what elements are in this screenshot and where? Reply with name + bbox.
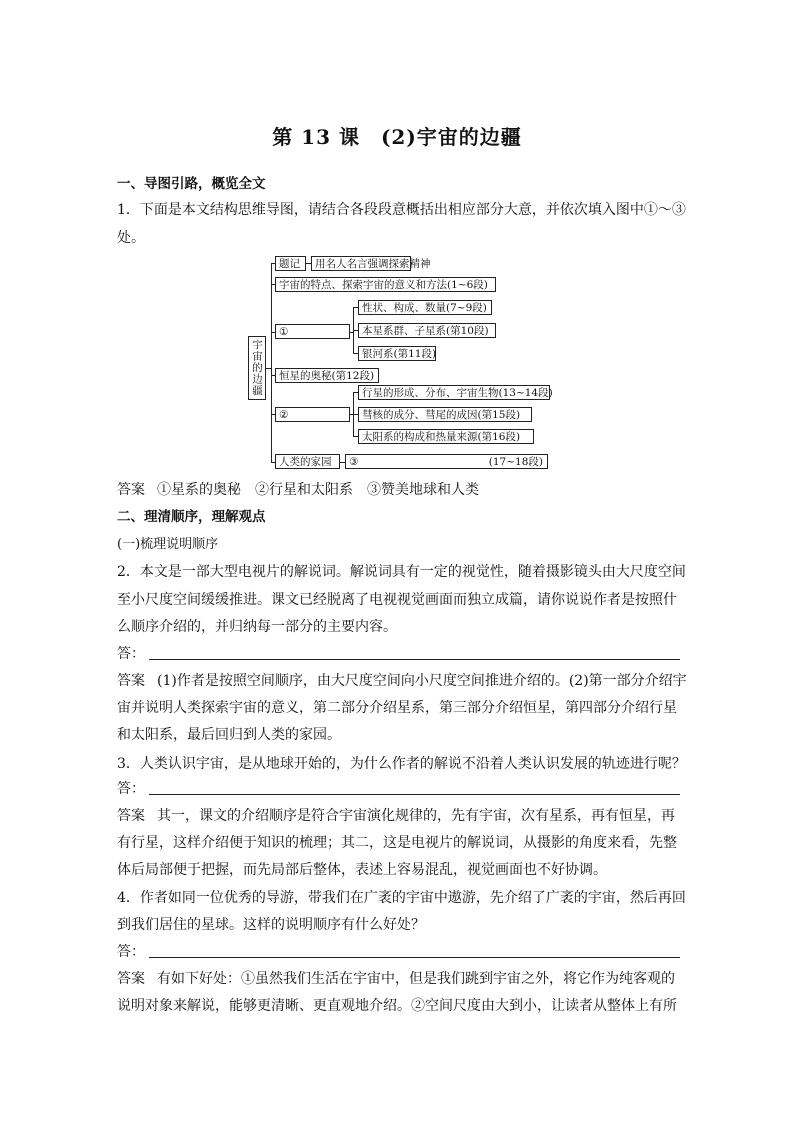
question-2-line-2: 至小尺度空间缓缓推进。课文已经脱离了电视视觉画面而独立成篇，请你说说作者是按照什 (117, 592, 677, 608)
question-4-line-1: 4．作者如同一位优秀的导游，带我们在广袤的宇宙中遨游，先介绍了广袤的宇宙，然后再回 (117, 890, 686, 906)
answer-prompt: 答： (117, 646, 145, 662)
answer-1-text: ①星系的奥秘 ②行星和太阳系 ③赞美地球和人类 (157, 482, 479, 498)
map-b1-item: 本星系群、子星系(第10段) (358, 323, 496, 338)
map-part-1: 宇宙的特点、探索宇宙的意义和方法(1~6段) (275, 277, 496, 292)
question-2-line-3: 么顺序介绍的，并归纳每一部分的主要内容。 (117, 619, 397, 635)
answer-label: 答案 (117, 971, 145, 987)
question-1-line-2: 处。 (117, 230, 145, 246)
map-b2-item: 太阳系的构成和热量来源(第16段) (358, 429, 534, 444)
answer-blank-line[interactable] (149, 940, 680, 958)
answer-2-text: (1)作者是按照空间顺序，由大尺度空间向小尺度空间推进介绍的。(2)第一部分介绍宇 (157, 673, 687, 689)
map-blank-3 (345, 454, 548, 469)
map-b1-item: 性状、构成、数量(7~9段) (358, 300, 492, 315)
map-blank-2: ② (275, 407, 350, 422)
section-heading-1: 一、导图引路，概览全文 (117, 176, 266, 192)
map-b2-item: 彗核的成分、彗尾的成因(第15段) (358, 407, 532, 422)
answer-2-line-2: 宙并说明人类探索宇宙的意义，第二部分介绍星系，第三部分介绍恒星，第四部分介绍行星 (117, 700, 677, 716)
answer-prompt: 答： (117, 944, 145, 960)
subsection-heading-1: (一)梳理说明顺序 (117, 537, 219, 552)
question-2-line-1: 2．本文是一部大型电视片的解说词。解说词具有一定的视觉性，随着摄影镜头由大尺度空间 (117, 564, 686, 580)
answer-blank-line[interactable] (149, 777, 680, 795)
map-b1-item: 银河系(第11段) (358, 346, 436, 361)
answer-1 (117, 476, 682, 505)
answer-field-3[interactable] (117, 775, 682, 804)
question-3: 3．人类认识宇宙，是从地球开始的，为什么作者的解说不沿着人类认识发展的轨迹进行呢？ (117, 756, 686, 772)
answer-3-line-1 (117, 802, 682, 831)
map-part-5-range: (17~18段) (488, 456, 543, 468)
answer-4-text: 有如下好处：①虽然我们生活在宇宙中，但是我们跳到宇宙之外，将它作为纯客观的 (157, 971, 675, 987)
answer-blank-line[interactable] (149, 642, 680, 660)
map-part-5: 人类的家园 (275, 454, 340, 469)
map-preface-detail: 用名人名言强调探索精神 (311, 256, 411, 271)
structure-mind-map (246, 250, 552, 475)
page-title: 第 13 课 (2)宇宙的边疆 (272, 125, 522, 149)
answer-3-line-2: 有行星，这样介绍便于知识的梳理；其二，这是电视片的解说词，从摄影的角度来看，先整 (117, 835, 677, 851)
map-preface: 题记 (275, 256, 306, 271)
answer-4-line-1 (117, 965, 682, 994)
answer-3-text: 其一，课文的介绍顺序是符合宇宙演化规律的，先有宇宙，次有星系，再有恒星，再 (157, 808, 675, 824)
answer-label: 答案 (117, 808, 145, 824)
map-connector (271, 263, 272, 463)
question-4-line-2: 到我们居住的星球。这样的说明顺序有什么好处？ (117, 917, 425, 933)
map-connector (266, 368, 271, 369)
answer-field-4[interactable] (117, 938, 682, 967)
section-heading-2: 二、理清顺序，理解观点 (117, 509, 266, 525)
answer-2-line-3: 和太阳系，最后回归到人类的家园。 (117, 727, 341, 743)
answer-2-line-1 (117, 667, 687, 696)
answer-label: 答案 (117, 482, 145, 498)
answer-3-line-3: 体后局部便于把握，而先局部后整体，表述上容易混乱，视觉画面也不好协调。 (117, 862, 607, 878)
map-b2-item: 行星的形成、分布、宇宙生物(13~14段) (358, 385, 550, 400)
answer-4-line-2: 说明对象来解说，能够更清晰、更直观地介绍。②空间尺度由大到小，让读者从整体上有所 (117, 998, 677, 1014)
map-part-3: 恒星的奥秘(第12段) (275, 368, 379, 383)
map-blank-1: ① (275, 324, 350, 339)
answer-field-2[interactable] (117, 640, 682, 669)
answer-label: 答案 (117, 673, 145, 689)
map-blank-3-label: ③ (349, 456, 359, 468)
question-1-line-1: 1．下面是本文结构思维导图，请结合各段段意概括出相应部分大意，并依次填入图中①～③ (117, 202, 686, 218)
map-root: 宇宙的边疆 (248, 336, 266, 400)
answer-prompt: 答： (117, 781, 145, 797)
